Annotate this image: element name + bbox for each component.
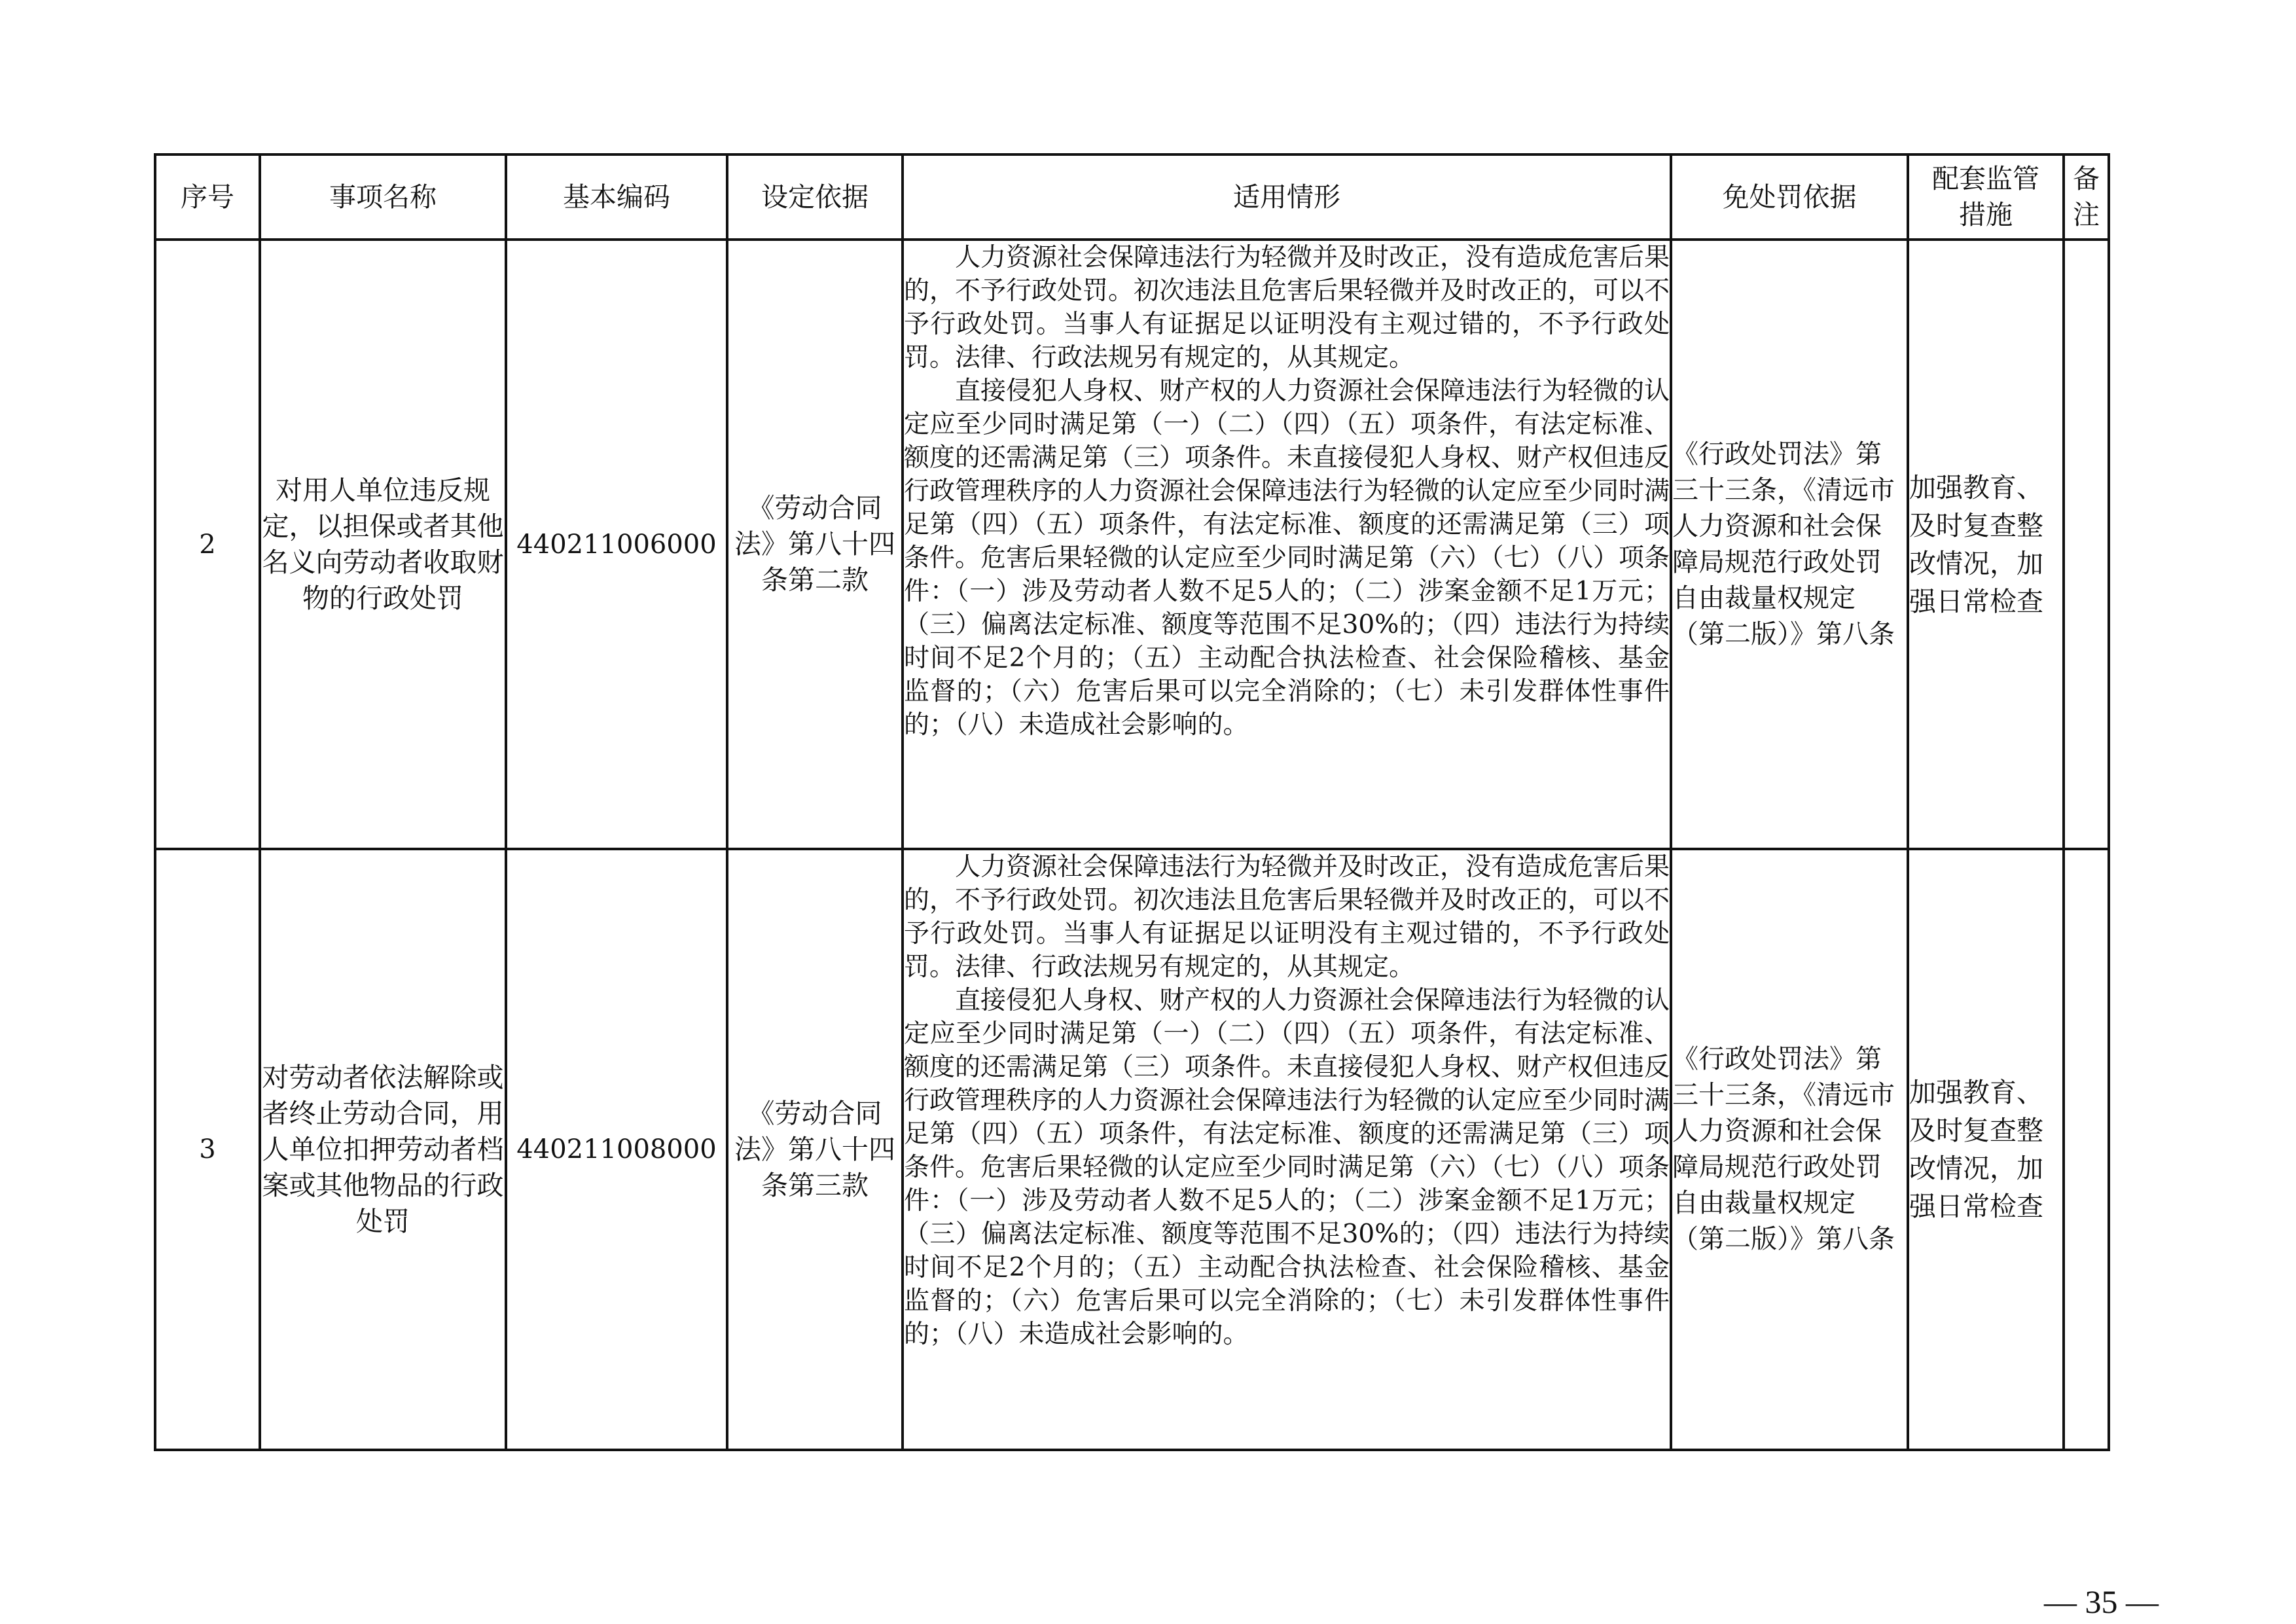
row-remarks: [2064, 240, 2109, 849]
row-seq: 2: [155, 240, 260, 849]
situation-paragraph-1: 人力资源社会保障违法行为轻微并及时改正，没有造成危害后果的，不予行政处罚。初次违法且危害后果轻微并及时改正的，可以不予行政处罚。当事人有证据足以证明没有主观过错的，不予行政处罚。法律、行政法规另有规定的，从其规定。: [904, 852, 1670, 982]
row-basis: 《劳动合同法》第八十四条第二款: [727, 240, 903, 849]
row-item-name: 对劳动者依法解除或者终止劳动合同，用人单位扣押劳动者档案或其他物品的行政处罚: [260, 849, 506, 1450]
row-item-name: 对用人单位违反规定，以担保或者其他名义向劳动者收取财物的行政处罚: [260, 240, 506, 849]
situation-paragraph-2: 直接侵犯人身权、财产权的人力资源社会保障违法行为轻微的认定应至少同时满足第（一）（二）（四）（五）项条件，有法定标准、额度的还需满足第（三）项条件。未直接侵犯人身权、财产权但违反行政管理秩序的人力资源社会保障违法行为轻微的认定应至少同时满足第（四）（五）项条件，有法定标准、额度的还需满足第（三）项条件。危害后果轻微的认定应至少同时满足第（六）（七）（八）项条件：（一）涉及劳动者人数不足5人的；（二）涉案金额不足1万元；（三）偏离法定标准、额度等范围不足30%的；（四）违法行为持续时间不足2个月的；（五）主动配合执法检查、社会保险稽核、基金监督的；（六）危害后果可以完全消除的；（七）未引发群体性事件的；（八）未造成社会影响的。: [904, 986, 1670, 1349]
table-header-row: [155, 154, 2109, 240]
row-exemption-basis: 《行政处罚法》第三十三条，《清远市人力资源和社会保障局规范行政处罚自由裁量权规定（第二版）》第八条: [1671, 849, 1908, 1450]
header-seq: 序号: [155, 154, 260, 240]
table-row: [155, 849, 2109, 1450]
header-basis: 设定依据: [727, 154, 903, 240]
situation-paragraph-1: 人力资源社会保障违法行为轻微并及时改正，没有造成危害后果的，不予行政处罚。初次违法且危害后果轻微并及时改正的，可以不予行政处罚。当事人有证据足以证明没有主观过错的，不予行政处罚。法律、行政法规另有规定的，从其规定。: [904, 243, 1670, 372]
header-code: 基本编码: [506, 154, 727, 240]
header-situation: 适用情形: [903, 154, 1671, 240]
header-measures: 配套监管措施: [1908, 154, 2064, 240]
header-exemption-basis: 免处罚依据: [1671, 154, 1908, 240]
header-item-name: 事项名称: [260, 154, 506, 240]
row-basis: 《劳动合同法》第八十四条第三款: [727, 849, 903, 1450]
page-number: — 35 —: [2044, 1583, 2159, 1620]
row-code: 440211008000: [506, 849, 727, 1450]
row-situation: [903, 849, 1671, 1450]
header-remarks: 备注: [2064, 154, 2109, 240]
row-code: 440211006000: [506, 240, 727, 849]
situation-paragraph-2: 直接侵犯人身权、财产权的人力资源社会保障违法行为轻微的认定应至少同时满足第（一）（二）（四）（五）项条件，有法定标准、额度的还需满足第（三）项条件。未直接侵犯人身权、财产权但违反行政管理秩序的人力资源社会保障违法行为轻微的认定应至少同时满足第（四）（五）项条件，有法定标准、额度的还需满足第（三）项条件。危害后果轻微的认定应至少同时满足第（六）（七）（八）项条件：（一）涉及劳动者人数不足5人的；（二）涉案金额不足1万元；（三）偏离法定标准、额度等范围不足30%的；（四）违法行为持续时间不足2个月的；（五）主动配合执法检查、社会保险稽核、基金监督的；（六）危害后果可以完全消除的；（七）未引发群体性事件的；（八）未造成社会影响的。: [904, 376, 1670, 740]
penalty-exemption-table: [154, 153, 2110, 1451]
table-row: [155, 240, 2109, 849]
row-seq: 3: [155, 849, 260, 1450]
row-measures: 加强教育、及时复查整改情况，加强日常检查: [1908, 240, 2064, 849]
row-exemption-basis: 《行政处罚法》第三十三条，《清远市人力资源和社会保障局规范行政处罚自由裁量权规定（第二版）》第八条: [1671, 240, 1908, 849]
row-remarks: [2064, 849, 2109, 1450]
row-situation: [903, 240, 1671, 849]
row-measures: 加强教育、及时复查整改情况，加强日常检查: [1908, 849, 2064, 1450]
